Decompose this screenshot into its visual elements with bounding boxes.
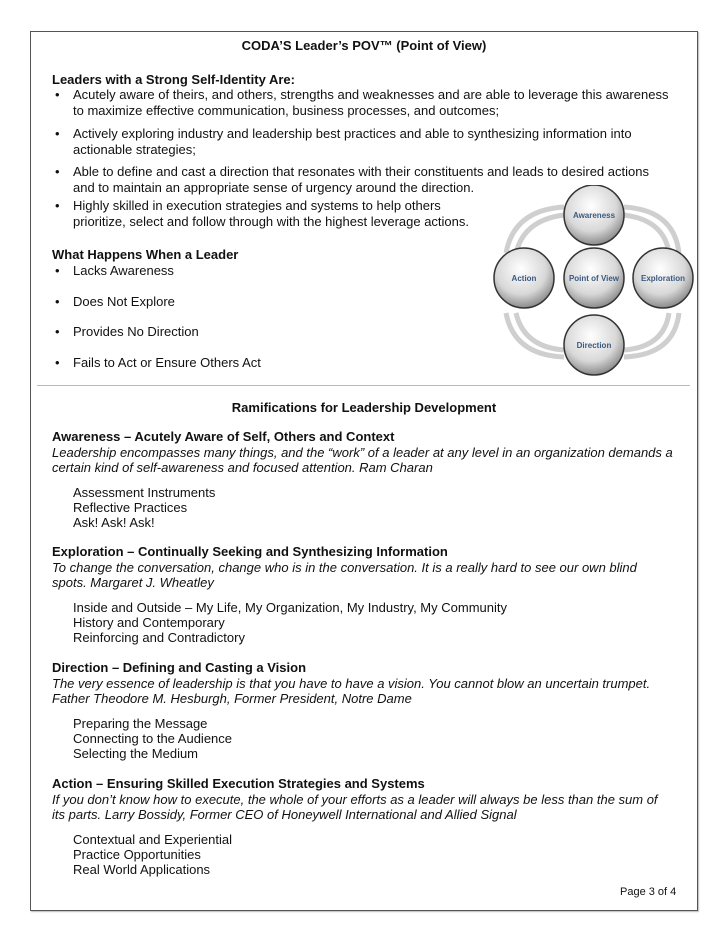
section-quote: spots. Margaret J. Wheatley xyxy=(52,575,214,590)
section-item: Ask! Ask! Ask! xyxy=(73,515,155,530)
section-item: Assessment Instruments xyxy=(73,485,216,500)
ramifications-heading: Ramifications for Leadership Development xyxy=(231,400,497,415)
page-number: Page 3 of 4 xyxy=(620,886,677,898)
bullet-text: Does Not Explore xyxy=(73,294,175,309)
bullet-text: to maximize effective communication, business processes, and outcomes; xyxy=(73,103,500,118)
section-heading: Awareness – Acutely Aware of Self, Others and Context xyxy=(52,429,395,444)
section-quote: To change the conversation, change who is in the conversation. It is a really hard to see our own blind xyxy=(52,560,637,575)
bullet-text: Highly skilled in execution strategies and systems to help others xyxy=(73,198,441,213)
bullet-text: Lacks Awareness xyxy=(73,263,174,278)
bullet-text: Fails to Act or Ensure Others Act xyxy=(73,355,261,370)
diagram-label-bottom: Direction xyxy=(576,341,612,350)
bullet-icon: • xyxy=(55,164,60,179)
happens-heading: What Happens When a Leader xyxy=(52,247,239,262)
section-heading: Exploration – Continually Seeking and Synthesizing Information xyxy=(52,544,448,559)
section-heading: Direction – Defining and Casting a Vision xyxy=(52,660,307,675)
bullet-text: Actively exploring industry and leadership best practices and able to synthesizing information into xyxy=(73,126,632,141)
section-item: Inside and Outside – My Life, My Organization, My Industry, My Community xyxy=(73,600,507,615)
bullet-icon: • xyxy=(55,355,60,370)
bullet-text: and to maintain an appropriate sense of urgency around the direction. xyxy=(73,180,475,195)
bullet-icon: • xyxy=(55,198,60,213)
section-item: Reflective Practices xyxy=(73,500,188,515)
bullet-icon: • xyxy=(55,324,60,339)
section-quote: Father Theodore M. Hesburgh, Former President, Notre Dame xyxy=(52,691,412,706)
bullet-icon: • xyxy=(55,87,60,102)
bullet-text: actionable strategies; xyxy=(73,142,196,157)
section-item: Practice Opportunities xyxy=(73,847,201,862)
section-heading: Action – Ensuring Skilled Execution Strategies and Systems xyxy=(52,776,425,791)
bullet-text: prioritize, select and follow through with the highest leverage actions. xyxy=(73,214,469,229)
diagram-label-right: Exploration xyxy=(640,274,686,283)
bullet-text: Provides No Direction xyxy=(73,324,199,339)
page-title: CODA’S Leader’s POV™ (Point of View) xyxy=(241,38,487,53)
section-item: Preparing the Message xyxy=(73,716,208,731)
diagram-label-center: Point of View xyxy=(568,274,620,283)
bullet-icon: • xyxy=(55,126,60,141)
bullet-text: Able to define and cast a direction that resonates with their constituents and leads to desired actions xyxy=(73,164,649,179)
section-quote: Leadership encompasses many things, and the “work” of a leader at any level in an organization demands a xyxy=(52,445,673,460)
section-quote: certain kind of self-awareness and focused attention. Ram Charan xyxy=(52,460,433,475)
section-item: Connecting to the Audience xyxy=(73,731,233,746)
bullet-icon: • xyxy=(55,263,60,278)
diagram-label-top: Awareness xyxy=(572,211,616,220)
section-item: Reinforcing and Contradictory xyxy=(73,630,245,645)
bullet-text: Acutely aware of theirs, and others, strengths and weaknesses and are able to leverage this awareness xyxy=(73,87,669,102)
section-divider xyxy=(37,385,690,386)
section-item: Real World Applications xyxy=(73,862,211,877)
section-item: Selecting the Medium xyxy=(73,746,199,761)
section-quote: its parts. Larry Bossidy, Former CEO of Honeywell International and Allied Signal xyxy=(52,807,517,822)
section-item: Contextual and Experiential xyxy=(73,832,232,847)
section-item: History and Contemporary xyxy=(73,615,225,630)
pov-diagram xyxy=(484,185,699,385)
section-quote: The very essence of leadership is that you have to have a vision. You cannot blow an uncertain trumpet. xyxy=(52,676,651,691)
section-quote: If you don’t know how to execute, the whole of your efforts as a leader will always be less than the sum of xyxy=(52,792,658,807)
diagram-label-left: Action xyxy=(511,274,537,283)
bullet-icon: • xyxy=(55,294,60,309)
strong-heading: Leaders with a Strong Self-Identity Are: xyxy=(52,72,295,87)
